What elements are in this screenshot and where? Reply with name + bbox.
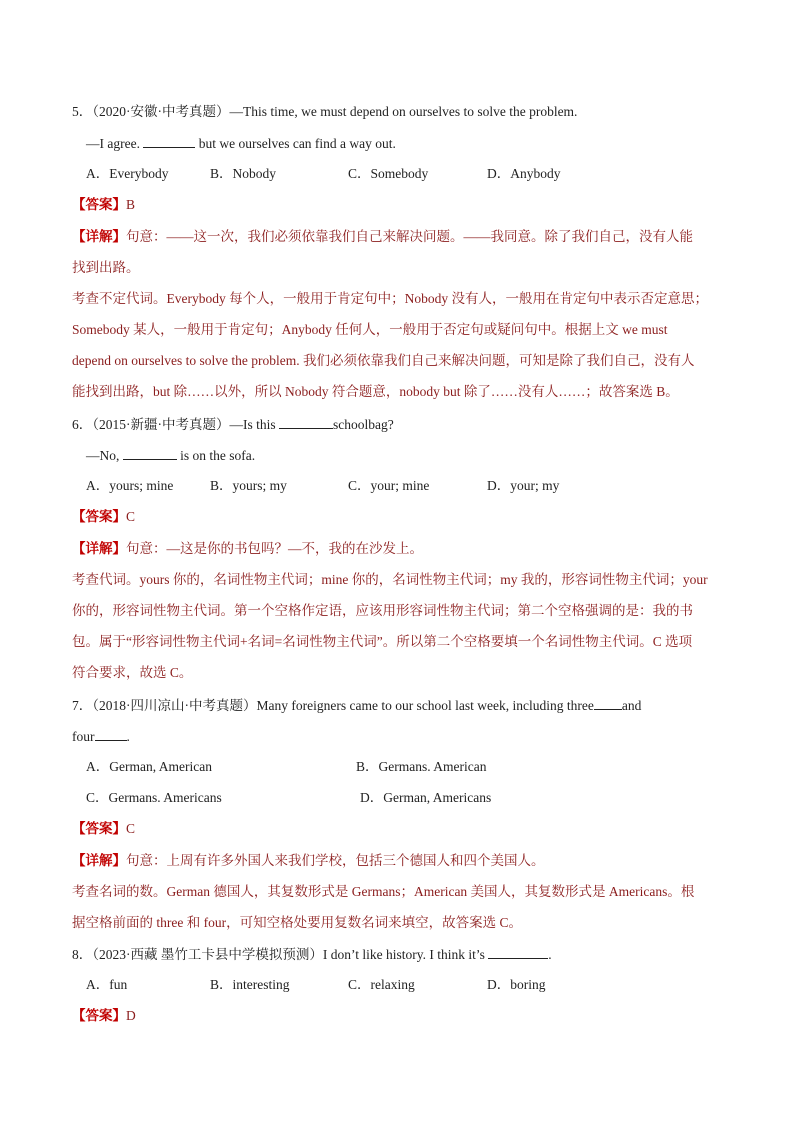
q5-answer xyxy=(72,195,135,215)
q5-answer-value: B xyxy=(126,197,136,212)
q7-detail-line-1 xyxy=(72,851,545,871)
q6-detail-line-3: 你的，形容词性物主代词。第一个空格作定语，应该用形容词性物主代词；第二个空格强调的是：我的书 xyxy=(72,603,693,618)
q5-option-a[interactable]: A．Everybody xyxy=(86,166,169,181)
q7-option-b[interactable]: B．Germans. American xyxy=(356,759,487,774)
detail-tag: 【详解】 xyxy=(72,853,126,868)
q6-answer xyxy=(72,507,135,527)
q5-answer-blank[interactable] xyxy=(143,133,195,148)
q8-option-d[interactable]: D．boring xyxy=(487,977,546,992)
q5-stem: 5．（2020·安徽·中考真题）—This time, we must depend on ourselves to solve the problem. xyxy=(72,104,578,119)
q8-answer-value: D xyxy=(126,1008,136,1023)
q5-detail-line-6: 能找到出路，but 除……以外，所以 Nobody 符合题意，nobody but 除了……没有人……；故答案选 B。 xyxy=(72,384,679,399)
q7-option-d[interactable]: D．German, Americans xyxy=(360,790,492,805)
answer-tag: 【答案】 xyxy=(72,197,126,212)
q6-answer-value: C xyxy=(126,509,136,524)
q7-blank-1[interactable] xyxy=(594,695,622,710)
q5-detail-line-2: 找到出路。 xyxy=(72,260,140,275)
detail-tag: 【详解】 xyxy=(72,229,126,244)
q6-stem xyxy=(72,414,394,435)
q6-stem-post: schoolbag? xyxy=(333,417,394,432)
q5-detail-text: 句意：——这一次，我们必须依靠我们自己来解决问题。——我同意。除了我们自己，没有人能 xyxy=(126,229,693,244)
q6-detail-line-2: 考查代词。yours 你的，名词性物主代词；mine 你的，名词性物主代词；my 我的，形容词性物主代词；your xyxy=(72,572,708,587)
q6-detail-line-1 xyxy=(72,539,423,559)
q7-answer-value: C xyxy=(126,821,136,836)
q8-stem-pre: 8．（2023·西藏 墨竹工卡县中学模拟预测）I don’t like history. I think it’s xyxy=(72,947,489,962)
q6-blank-1[interactable] xyxy=(279,414,333,429)
answer-tag: 【答案】 xyxy=(72,821,126,836)
q7-option-c[interactable]: C．Germans. Americans xyxy=(86,790,222,805)
q5-detail-line-1 xyxy=(72,227,693,247)
q5-option-d[interactable]: D．Anybody xyxy=(487,166,561,181)
q6-stem-line2 xyxy=(86,445,255,466)
q5-option-c[interactable]: C．Somebody xyxy=(348,166,429,181)
q7-line2-pre: four xyxy=(72,729,95,744)
q6-option-b[interactable]: B．yours; my xyxy=(210,478,287,493)
q5-line2-pre: —I agree. xyxy=(86,136,144,151)
q6-detail-text: 句意：—这是你的书包吗？—不，我的在沙发上。 xyxy=(126,541,423,556)
q7-stem-pre: 7．（2018·四川凉山·中考真题）Many foreigners came to our school last week, including three xyxy=(72,698,594,713)
detail-tag: 【详解】 xyxy=(72,541,126,556)
q8-answer xyxy=(72,1006,136,1026)
q6-detail-line-4: 包。属于“形容词性物主代词+名词=名词性物主代词”。所以第二个空格要填一个名词性物主代词。C 选项 xyxy=(72,634,693,649)
q5-stem-line2 xyxy=(86,133,396,154)
q5-detail-line-4: Somebody 某人，一般用于肯定句；Anybody 任何人，一般用于否定句或疑问句中。根据上文 we must xyxy=(72,322,668,337)
q6-line2-pre: —No, xyxy=(86,448,123,463)
q7-detail-text: 句意：上周有许多外国人来我们学校，包括三个德国人和四个美国人。 xyxy=(126,853,545,868)
q6-blank-2[interactable] xyxy=(123,445,177,460)
answer-tag: 【答案】 xyxy=(72,1008,126,1023)
q6-detail-line-5: 符合要求，故选 C。 xyxy=(72,665,193,680)
q8-option-c[interactable]: C．relaxing xyxy=(348,977,415,992)
q8-stem xyxy=(72,944,552,965)
q5-line2-post: but we ourselves can find a way out. xyxy=(195,136,396,151)
q5-option-b[interactable]: B．Nobody xyxy=(210,166,277,181)
q7-blank-2[interactable] xyxy=(95,726,127,741)
q7-stem-line2 xyxy=(72,726,130,747)
q6-stem-pre: 6．（2015·新疆·中考真题）—Is this xyxy=(72,417,279,432)
q7-detail-line-2: 考查名词的数。German 德国人，其复数形式是 Germans；American 美国人，其复数形式是 Americans。根 xyxy=(72,884,695,899)
q8-option-a[interactable]: A．fun xyxy=(86,977,128,992)
q7-line2-post: . xyxy=(126,729,130,744)
q5-detail-line-3: 考查不定代词。Everybody 每个人，一般用于肯定句中；Nobody 没有人，一般用在肯定句中表示否定意思； xyxy=(72,291,708,306)
q7-stem xyxy=(72,695,641,716)
q8-stem-post: . xyxy=(548,947,552,962)
q6-option-a[interactable]: A．yours; mine xyxy=(86,478,174,493)
q5-detail-line-5: depend on ourselves to solve the problem. 我们必须依靠我们自己来解决问题，可知是除了我们自己，没有人 xyxy=(72,353,695,368)
q7-stem-post: and xyxy=(621,698,642,713)
q6-option-d[interactable]: D．your; my xyxy=(487,478,560,493)
q7-detail-line-3: 据空格前面的 three 和 four，可知空格处要用复数名词来填空，故答案选 C。 xyxy=(72,915,522,930)
q8-blank[interactable] xyxy=(488,944,548,959)
q8-option-b[interactable]: B．interesting xyxy=(210,977,290,992)
q7-option-a[interactable]: A．German, American xyxy=(86,759,212,774)
q6-line2-post: is on the sofa. xyxy=(176,448,256,463)
q7-answer xyxy=(72,819,135,839)
q6-option-c[interactable]: C．your; mine xyxy=(348,478,430,493)
answer-tag: 【答案】 xyxy=(72,509,126,524)
